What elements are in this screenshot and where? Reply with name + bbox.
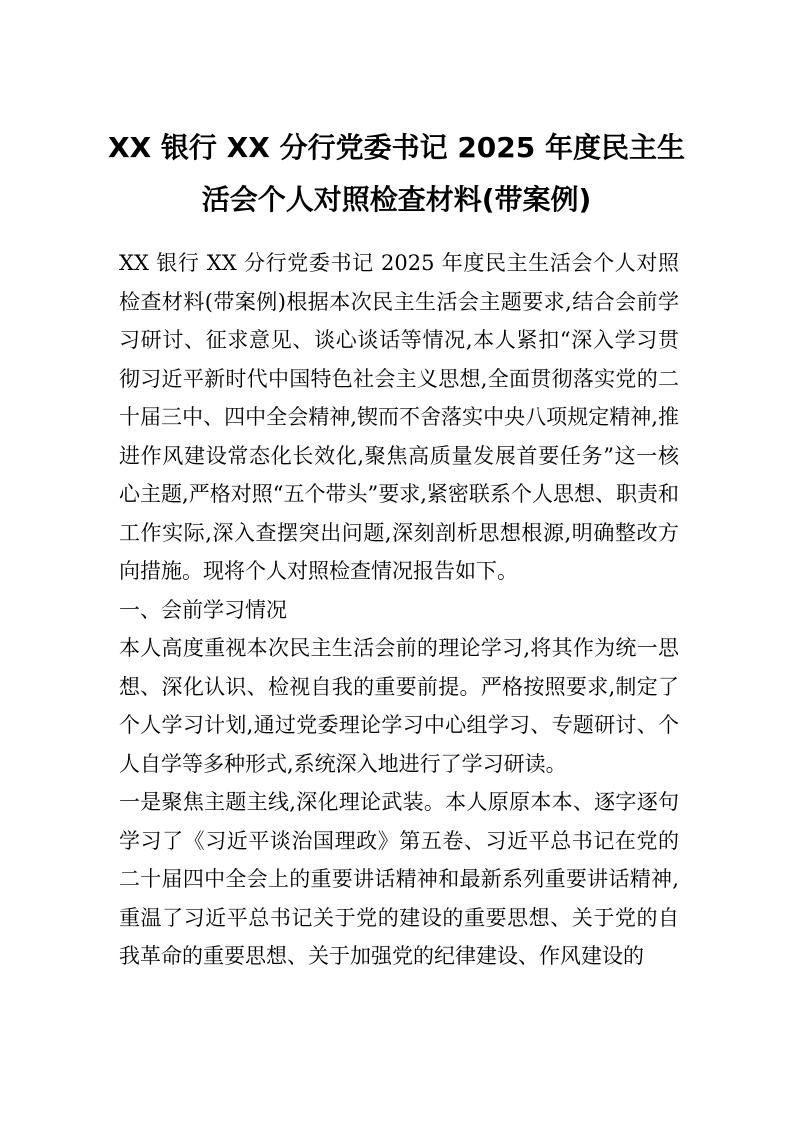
- section-heading: 一、会前学习情况: [119, 597, 287, 622]
- title-line-2: 活会个人对照检查材料(带案例): [201, 183, 592, 216]
- study-paragraph: 本人高度重视本次民主生活会前的理论学习,将其作为统一思想、深化认识、检视自我的重要前提。严格按照要求,制定了个人学习计划,通过党委理论学习中心组学习、专题研讨、个人自学等多种形式,系统深入地进行了学习研读。: [119, 636, 679, 776]
- document-body: [119, 244, 679, 976]
- title-line-1: XX 银行 XX 分行党委书记 2025 年度民主生: [107, 131, 686, 164]
- document-title: [100, 122, 693, 226]
- theory-paragraph: 一是聚焦主题主线,深化理论武装。本人原原本本、逐字逐句学习了《习近平谈治国理政》第五卷、习近平总书记在党的二十届四中全会上的重要讲话精神和最新系列重要讲话精神,重温了习近平总书记关于党的建设的重要思想、关于党的自我革命的重要思想、关于加强党的纪律建设、作风建设的: [119, 790, 679, 968]
- intro-paragraph: XX 银行 XX 分行党委书记 2025 年度民主生活会个人对照检查材料(带案例)根据本次民主生活会主题要求,结合会前学习研讨、征求意见、谈心谈话等情况,本人紧扣“深入学习贯彻习近平新时代中国特色社会主义思想,全面贯彻落实党的二十届三中、四中全会精神,锲而不舍落实中央八项规定精神,推进作风建设常态化长效化,聚焦高质量发展首要任务”这一核心主题,严格对照“五个带头”要求,紧密联系个人思想、职责和工作实际,深入查摆突出问题,深刻剖析思想根源,明确整改方向措施。现将个人对照检查情况报告如下。: [119, 251, 679, 583]
